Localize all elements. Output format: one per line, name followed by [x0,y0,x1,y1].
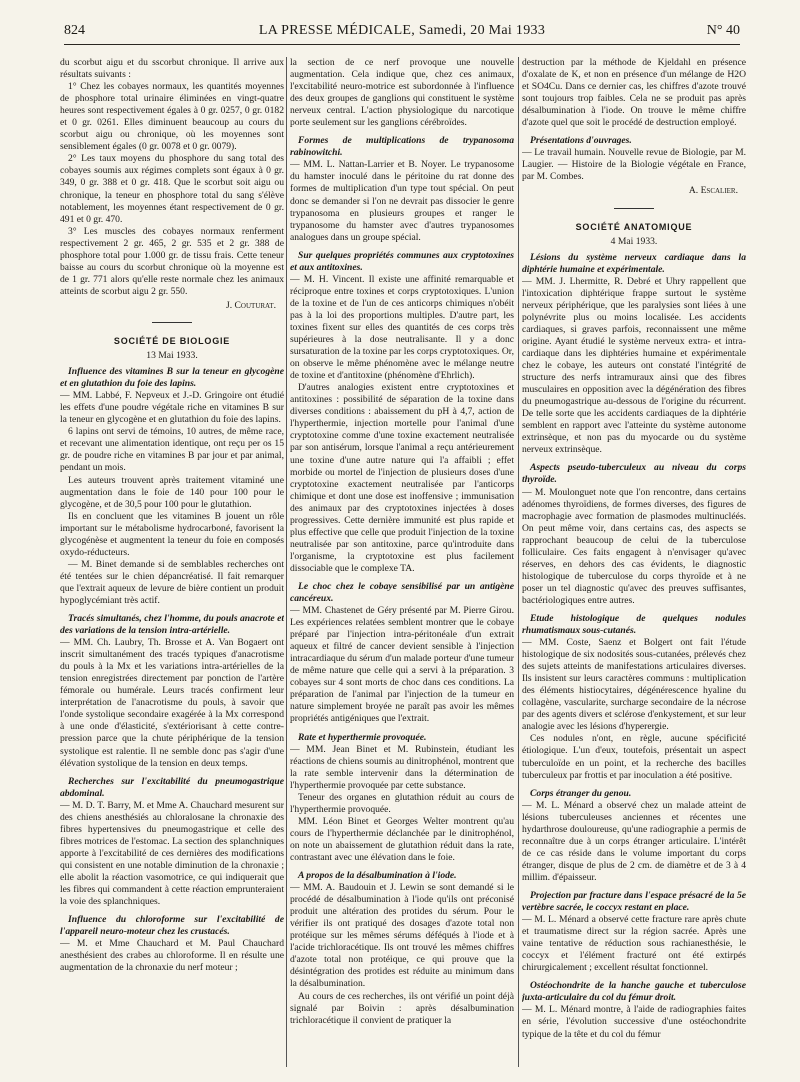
paragraph: — M. Binet demande si de semblables recherches ont été tentées sur le chien dépancréatisé. Il fait remarquer que l'extrait aqueux de levure de bière contient un produit hypoglycémiant très actif. [60,558,284,606]
paragraph: — MM. J. Lhermitte, R. Debré et Uhry rappellent que l'intoxication diphtérique frappe surtout le système nerveux périphérique, que les paralysies sont liées à une polynévrite plus ou moins localisée. Les accidents cardiaques, si graves parfois, reconnaissent une même origine. Ayant étudié le système nerveux extra- et intra-cardiaque dans les diphtéries humaine et expérimentale chez le cobaye, les auteurs ont constaté l'intégrité de structure des nerfs intramuraux ainsi que des fibres musculaires en opposition avec la dégénération des fibres du pneumogastrique au-dessous de l'origine du récurrent. De telle sorte que les accidents cardiaques de la diphtérie semblent en rapport avec l'atteinte du système autonome extrinsèque, et non pas du myocarde ou du système nerveux extrinsèque. [522,275,746,456]
separator-rule [614,208,654,209]
paragraph: — M. et Mme Chauchard et M. Paul Chauchard anesthésient des crabes au chloroforme. Il en résulte une augmentation de la chronaxie du nerf moteur ; [60,938,284,974]
article-heading: Recherches sur l'excitabilité du pneumogastrique abdominal. [60,775,284,799]
section-heading: SOCIÉTÉ ANATOMIQUE [575,221,693,232]
paragraph: — MM. Ch. Laubry, Th. Brosse et A. Van Bogaert ont inscrit simultanément des tracés typiques d'anacrotisme du pouls à la Mx et les variations intra-artérielles de la tension enregistrées directement par ponction de l'artère fémorale ou humérale. Leurs tracés confirment leur interprétation de l'anacrotisme du pouls, à savoir que l'onde systolique secondaire exagérée à la Mx correspond à une onde d'élasticité, s'extériorisant à cette contre-pression parce que la chute périphérique de la tension systolique est ralentie. Il ne semble donc pas s'agir d'une élévation systolique de la tension en deux temps. [60,637,284,769]
article-heading: Sur quelques propriétés communes aux cryptotoxines et aux antitoxines. [290,249,514,273]
column-left [60,57,284,1072]
paragraph: 3° Les muscles des cobayes normaux renferment respectivement 2 gr. 465, 2 gr. 535 et 2 gr. 388 de phosphore total pour 1.000 gr. de tissu frais. Cette teneur baisse au cours du scorbut chronique où la moyenne est de 1 gr. 771 alors qu'elle reste normale chez les animaux atteints de scorbut aigu 2 gr. 550. [60,225,284,297]
paragraph: — MM. Coste, Saenz et Bolgert ont fait l'étude histologique de six nodosités sous-cutanées, prélevés chez des sujets atteints de manifestations articulaires diverses. Ils insistent sur leurs caractères communs : multiplication des éléments histiocytaires, dégénérescence hyaline du collagène, vascularite, surcharge secondaire de la nécrose par des agents divers et sclérose d'enkystement, et sur leur analogie avec les lésions d'hyperergie. [522,637,746,733]
session-date: 4 Mai 1933. [610,235,658,247]
paragraph: destruction par la méthode de Kjeldahl en présence d'oxalate de K, et non en présence d'un mélange de H2O et SO4Cu. Dans ce dernier cas, les chiffres d'azote trouvé sont toujours trop faibles. Cela ne se produit pas après désalbumination à l'iode. On trouve le même chiffre d'azote quel que soit le procédé de destruction employé. [522,57,746,129]
article-heading: Formes de multiplications de trypanosoma rabinowitchi. [290,135,514,159]
paragraph: — MM. Chastenet de Géry présenté par M. Pierre Girou. Les expériences relatées semblent montrer que le cobaye préparé par l'injection intra-péritonéale d'un extrait aqueux et filtré de cancer devient sensible à l'injection intracardiaque du sérum d'un malade porteur d'une tumeur de même nature que celle qui a servi à la préparation. 3 cobayes sur 4 sont morts de choc dans ces conditions. La préparation de l'animal par l'injection de la tumeur en nature simplement broyée ne paraît pas avoir les mêmes propriétés antigéniques que l'extrait. [290,605,514,725]
paragraph: Au cours de ces recherches, ils ont vérifié un point déjà signalé par Boivin : après désalbumination trichloracétique il convient de pratiquer la [290,990,514,1026]
article-heading: Etude histologique de quelques nodules rhumatismaux sous-cutanés. [522,612,746,637]
paragraph: — M. D. T. Barry, M. et Mme A. Chauchard mesurent sur des chiens anesthésiés au chloralosane la chronaxie des fibres hypertensives du pneumogastrique et celle des fibres motrices de l'estomac. La section des splanchniques apporte à l'excitabilité de ces dernières des modifications qui consistent en une notable diminution de la chronaxie ; elle abolit la réaction vasomotrice, ce qui indiquerait que les fibres qui commandent à cette réaction emprunteraient la voie des splanchniques. [60,799,284,908]
column-divider [286,57,287,1067]
article-heading: Ostéochondrite de la hanche gauche et tuberculose juxta-articulaire du col du fémur droit. [522,980,746,1004]
paragraph: D'autres analogies existent entre cryptotoxines et antitoxines : possibilité de séparation de la toxine dans diverses conditions : abaissement du pH à 4,7, action de l'hyperthermie, injection mortelle pour l'animal d'une cryptotoxine comme d'une toxine exactement neutralisée par son antisérum, lorsque l'animal a reçu antérieurement une toxine d'une autre nature qui l'a affaibli ; effet morbide ou mortel de l'injection de plusieurs doses d'une cryptotoxine exactement neutralisée par l'anticorps chimique et dont une dose est inoffensive ; immunisation des animaux par des cryptotoxines injectées à doses progressives. Cette dernière immunité est plus rapide et plus effective que celle que produit l'injection de la toxine neutralisée par son antitoxine, parce qu'introduite dans l'organisme, la cryptotoxine est plus facilement dissociable que le complexe TA. [290,382,514,574]
article-heading: Influence des vitamines B sur la teneur en glycogène et en glutathion du foie des lapins. [60,366,284,390]
paragraph: — MM. L. Nattan-Larrier et B. Noyer. Le trypanosome du hamster inoculé dans le péritoine du rat donne des formes de multiplication d'un type tout spécial. On peut donc se demander si l'on ne devrait pas dissocier le genre trypanosoma en plusieurs groupes et ranger le trypanosome du hamster avec d'autres trypanosomes analogues dans un groupe spécial. [290,159,514,243]
paragraph: — Le travail humain. Nouvelle revue de Biologie, par M. Laugier. — Histoire de la Biologie végétale en France, par M. Combes. [522,147,746,183]
column-divider [518,57,519,1067]
article-heading: Influence du chloroforme sur l'excitabilité de l'appareil neuro-moteur chez les crustacés. [60,914,284,938]
paragraph: Ils en concluent que les vitamines B jouent un rôle important sur le métabolisme hydrocarboné, favorisent la glycogénèse et augmentent la teneur du foie en composés oxydo-réducteurs. [60,510,284,558]
paragraph: — MM. Labbé, F. Nepveux et J.-D. Gringoire ont étudié les effets d'une poudre végétale riche en vitamines B sur la teneur en glycogène et en glutathion du foie des lapins. [60,390,284,426]
article-heading: Projection par fracture dans l'espace présacré de la 5e vertèbre sacrée, le coccyx restant en place. [522,890,746,914]
paragraph: Les auteurs trouvent après traitement vitaminé une augmentation dans le foie de 140 pour 100 pour le glycogène, et de 30,5 pour 100 pour le glutathion. [60,474,284,510]
paragraph: — M. Moulonguet note que l'on rencontre, dans certains adénomes thyroïdiens, de formes diverses, des figures de macrophagie avec formation de plasmodes multinucléés. On peut même voir, dans certains cas, des aspects se rapprochant beaucoup de celui de la tuberculose folliculaire. Ces faits engagent à n'envisager qu'avec réserves, en dehors des cas évidents, le diagnostic histologique de tuberculose du corps thyroïde et à ne poser un tel diagnostic qu'avec des preuves suffisantes, bactériologiques entre autres. [522,486,746,606]
issue-number: N° 40 [706,23,740,38]
article-heading: Rate et hyperthermie provoquée. [298,731,427,743]
separator-rule [152,322,192,323]
journal-title: LA PRESSE MÉDICALE, Samedi, 20 Mai 1933 [258,23,546,38]
section-heading: SOCIÉTÉ DE BIOLOGIE [113,335,231,346]
paragraph: 1° Chez les cobayes normaux, les quantités moyennes de phosphore total urinaire éliminées en vingt-quatre heures sont respectivement égales à 0 gr. 0257, 0 gr. 0182 et 0 gr. 0261. Elles diminuent beaucoup au cours du scorbut aigu ou chronique, où les moyennes sont sensiblement égales (0 gr. 0078 et 0 gr. 0079). [60,81,284,153]
paragraph: — M. H. Vincent. Il existe une affinité remarquable et réciproque entre toxines et corps cryptotoxiques. L'union de la toxine et de l'un de ces anticorps chimiques n'obéit pas à la loi des proportions multiples. D'autre part, les toxines fixent sur elles des quantités de ces corps très supérieures à la dose neutralisante. Il y a donc sursaturation de la toxine par les corps cryptotoxiques. Or, on observe le même phénomène avec le mélange neutre de toxine et d'antitoxine (phénomène d'Ehrlich). [290,273,514,382]
article-heading: Corps étranger du genou. [530,787,632,799]
column-middle [290,57,514,1072]
paragraph: 6 lapins ont servi de témoins, 10 autres, de même race, et recevant une alimentation identique, ont reçu per os 15 gr. de poudre riche en vitamines B par jour et par animal, pendant un mois. [60,426,284,474]
paragraph: — M. L. Ménard montre, à l'aide de radiographies faites en série, l'évolution successive d'une ostéochondrite typique de la tête et du col du fémur [522,1004,746,1040]
article-heading: Le choc chez le cobaye sensibilisé par un antigène cancéreux. [290,580,514,605]
paragraph: la section de ce nerf provoque une nouvelle augmentation. Cela indique que, chez ces animaux, l'excitabilité neuro-motrice est subordonnée à l'influence des deux groupes de ganglions qui constituent le système nerveux central. L'action physiologique du narcotique porte seulement sur les ganglions cérébroïdes. [290,57,514,129]
paragraph: — MM. A. Baudouin et J. Lewin se sont demandé si le procédé de désalbumination à l'iode qu'ils ont préconisé produit une altération des protides du sérum. Pour le vérifier ils ont pratiqué des dosages d'azote total non protéique sur les mêmes sérums déféqués à l'iode et à l'acide trichloracétique. Ils ont trouvé les mêmes chiffres d'azote total non protéique, ce qui prouve que la désintégration des protides est réduite au minimum dans la désalbumination. [290,882,514,990]
author-signature: A. Escalier. [688,185,738,197]
running-header [64,20,740,45]
session-date: 13 Mai 1933. [146,350,198,362]
paragraph: 2° Les taux moyens du phosphore du sang total des cobayes soumis aux régimes complets sont égaux à 0 gr. 349, 0 gr. 388 et 0 gr. 418. Que le scorbut soit aigu ou chronique, la teneur en phosphore total du sang s'élève notablement, les moyennes étant respectivement de 0 gr. 491 et 0 gr. 470. [60,153,284,225]
page-number: 824 [64,23,85,38]
column-right [522,57,746,1072]
article-heading: Tracés simultanés, chez l'homme, du pouls anacrote et des variations de la tension intra-artérielle. [60,613,284,637]
author-signature: J. Couturat. [226,299,276,311]
paragraph: du scorbut aigu et du sscorbut chronique. Il arrive aux résultats suivants : [60,57,284,81]
article-heading: Lésions du système nerveux cardiaque dans la diphtérie humaine et expérimentale. [522,251,746,275]
article-heading: A propos de la désalbumination à l'iode. [298,870,457,882]
article-heading: Aspects pseudo-tuberculeux au niveau du corps thyroïde. [522,462,746,486]
paragraph: — MM. Jean Binet et M. Rubinstein, étudiant les réactions de chiens soumis au dinitrophénol, montrent que la rate semble intervenir dans la détermination de l'hyperthermie provoquée par cette substance. [290,743,514,791]
paragraph: — M. L. Ménard a observé cette fracture rare après chute et traumatisme direct sur la région sacrée. Après une vaine tentative de réduction sous rachianesthésie, le coccyx et l'élément fracturé ont été extirpés chirurgicalement ; excellent résultat fonctionnel. [522,914,746,974]
article-heading: Présentations d'ouvrages. [530,135,632,147]
paragraph: Ces nodules n'ont, en règle, aucune spécificité étiologique. L'un d'eux, toutefois, présentait un aspect tuberculoïde en un point, et la recherche des bacilles tuberculeux par frottis et par inoculation a été positive. [522,733,746,781]
paragraph: — M. L. Ménard a observé chez un malade atteint de lésions tuberculeuses anciennes et récentes une hydarthrose douloureuse, qu'une radiographie a permis de reconnaître due à un corps étranger articulaire. L'intérêt de ce cas réside dans le volume important du corps étranger, disque de plus de 2 cm. de diamètre et de 3 à 4 millim. d'épaisseur. [522,799,746,883]
paragraph: Teneur des organes en glutathion réduit au cours de l'hyperthermie provoquée. [290,791,514,815]
paragraph: MM. Léon Binet et Georges Welter montrent qu'au cours de l'hyperthermie déclanchée par le dinitrophénol, on note un abaissement de glutathion réduit dans la rate, contrastant avec une élévation dans le foie. [290,815,514,863]
